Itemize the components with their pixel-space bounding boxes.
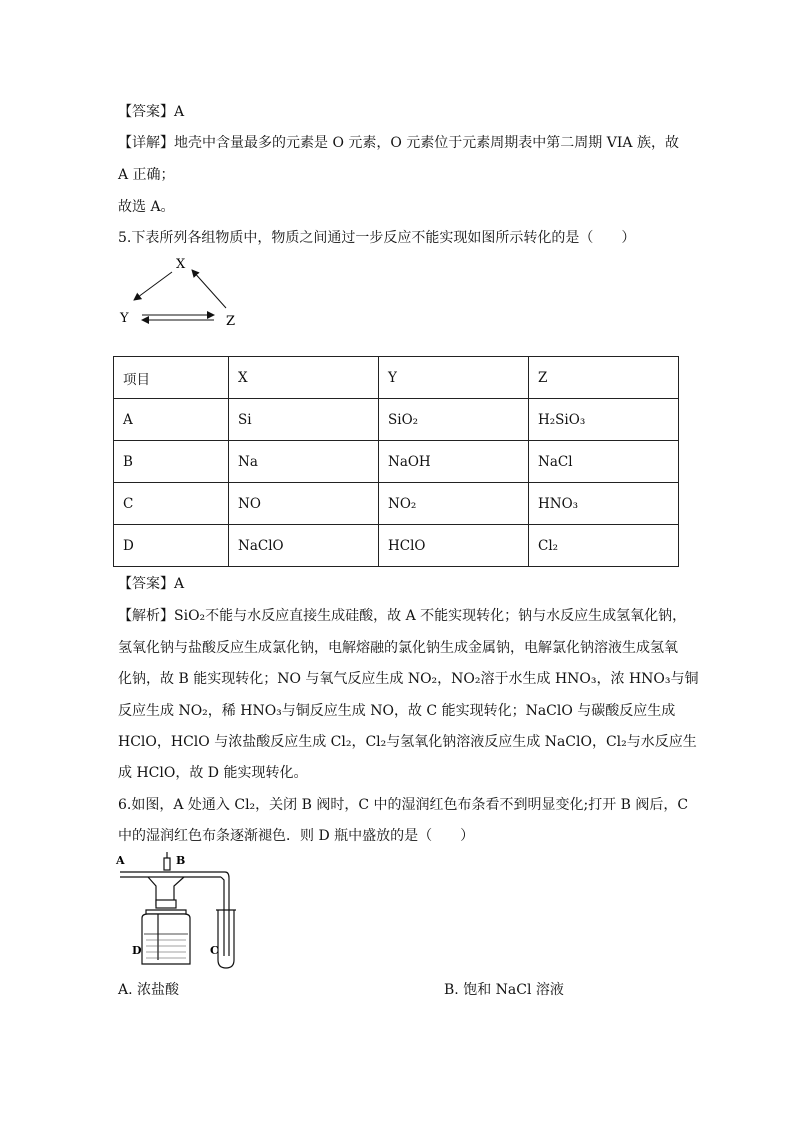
node-x-label: X: [176, 257, 186, 272]
table-cell: H₂SiO₃: [529, 399, 679, 441]
node-z-label: Z: [226, 314, 236, 329]
label-c: C: [210, 944, 219, 957]
table-cell: NaCl: [529, 441, 679, 483]
table-cell: Si: [229, 399, 379, 441]
substance-table: [113, 356, 679, 567]
q5-stem: 5.下表所列各组物质中，物质之间通过一步反应不能实现如图所示转化的是（ ）: [118, 230, 636, 246]
table-cell: B: [114, 441, 229, 483]
table-row: [114, 525, 679, 567]
conversion-diagram: [112, 250, 252, 335]
bottle-d: [142, 900, 190, 964]
arrow-x-to-y: [134, 272, 172, 300]
table-cell: NO₂: [379, 483, 529, 525]
table-cell: Cl₂: [529, 525, 679, 567]
table-cell: HNO₃: [529, 483, 679, 525]
q4-detail-line-2: A 正确；: [118, 167, 175, 183]
table-row: [114, 441, 679, 483]
table-header-cell: 项目: [114, 357, 229, 399]
q4-answer: 【答案】A: [118, 104, 185, 120]
q5-analysis-line: HClO，HClO 与浓盐酸反应生成 Cl₂，Cl₂与氢氧化钠溶液反应生成 NaClO，Cl₂与水反应生: [118, 734, 697, 750]
label-d: D: [132, 944, 142, 957]
label-b: B: [176, 854, 186, 867]
q5-analysis-line: 化钠，故 B 能实现转化；NO 与氧气反应生成 NO₂，NO₂溶于水生成 HNO₃，浓 HNO₃与铜: [118, 671, 699, 687]
q5-answer: 【答案】A: [118, 576, 185, 592]
q6-stem-line-2: 中的湿润红色布条逐渐褪色．则 D 瓶中盛放的是（ ）: [118, 828, 475, 844]
q5-analysis-line: 反应生成 NO₂，稀 HNO₃与铜反应生成 NO，故 C 能实现转化；NaClO 与碳酸反应生成: [118, 703, 676, 719]
table-cell: NO: [229, 483, 379, 525]
q5-analysis-line: 【解析】SiO₂不能与水反应直接生成硅酸，故 A 不能实现转化；钠与水反应生成氢氧化钠，: [118, 608, 687, 624]
q4-conclusion: 故选 A。: [118, 199, 175, 215]
table-row: [114, 399, 679, 441]
table-cell: NaClO: [229, 525, 379, 567]
q6-stem-line-1: 6.如图，A 处通入 Cl₂，关闭 B 阀时，C 中的湿润红色布条看不到明显变化;打开 B 阀后，C: [118, 797, 689, 813]
gas-apparatus-diagram: [112, 848, 247, 973]
table-row: [114, 483, 679, 525]
table-cell: C: [114, 483, 229, 525]
table-header-cell: Y: [379, 357, 529, 399]
table-header-cell: X: [229, 357, 379, 399]
test-tube-c: [216, 910, 236, 968]
table-header-row: [114, 357, 679, 399]
option-b: B. 饱和 NaCl 溶液: [444, 982, 564, 998]
option-a: A. 浓盐酸: [118, 982, 180, 998]
table-cell: Na: [229, 441, 379, 483]
table-cell: HClO: [379, 525, 529, 567]
table-cell: NaOH: [379, 441, 529, 483]
label-a: A: [116, 854, 125, 867]
table-cell: SiO₂: [379, 399, 529, 441]
q4-detail-line-1: 【详解】地壳中含量最多的元素是 O 元素，O 元素位于元素周期表中第二周期 VIA 族，故: [118, 135, 679, 151]
table-cell: D: [114, 525, 229, 567]
node-y-label: Y: [120, 311, 129, 326]
arrow-z-to-x: [192, 270, 226, 308]
table-header-cell: Z: [529, 357, 679, 399]
table-cell: A: [114, 399, 229, 441]
q5-analysis-line: 氢氧化钠与盐酸反应生成氯化钠，电解熔融的氯化钠生成金属钠，电解氯化钠溶液生成氢氧: [118, 640, 678, 656]
q5-analysis-line: 成 HClO，故 D 能实现转化。: [118, 765, 308, 781]
